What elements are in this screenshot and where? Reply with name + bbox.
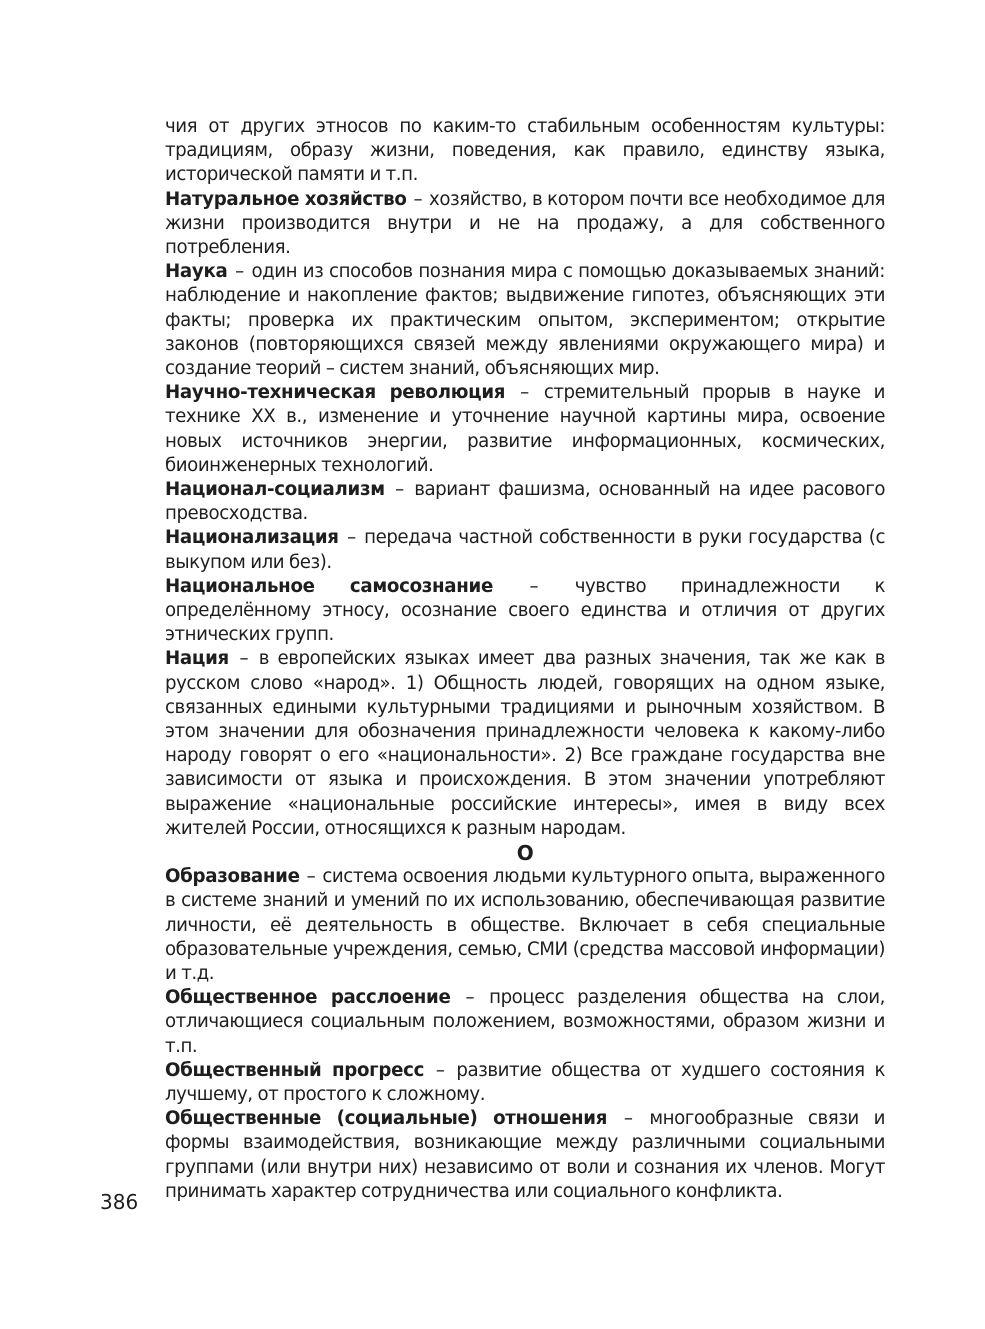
term-dash: – (340, 527, 363, 549)
term-dash: – (408, 188, 428, 210)
glossary-entry (165, 986, 885, 1059)
term-dash: – (229, 261, 250, 283)
term-dash: – (495, 575, 573, 597)
glossary-entry (165, 260, 885, 381)
glossary-term: Национализация (165, 527, 339, 549)
term-dash: – (426, 1059, 455, 1081)
glossary-term: Общественное расслоение (165, 987, 451, 1009)
glossary-entry (165, 1059, 885, 1107)
section-letter: О (516, 841, 534, 866)
glossary-term: Национальное самосознание (165, 575, 494, 597)
glossary-definition: один из способов познания мира с помощью доказываемых знаний: наблюдение и накопление фактов; выдвижение гипотез, объясняющих эти факты; проверка их практическим опытом, экспериментом; открытие законов (повторяющихся связей между явлениями окружающего мира) и создание теорий – систем знаний, объясняющих мир. (165, 261, 885, 380)
term-dash: – (301, 866, 321, 888)
glossary-definition: многообразные связи и формы взаимодействия, возникающие между различными социальными группами (или внутри них) независимо от воли и сознания их членов. Могут принимать характер сотрудничества или социального конфликта. (165, 1108, 885, 1202)
glossary-definition: вариант фашизма, основанный на идее расового превосходства. (165, 479, 885, 525)
glossary-definition: процесс разделения общества на слои, отличающиеся социальным положением, возможностями, образом жизни и т.п. (165, 987, 885, 1057)
glossary-definition: в европейских языках имеет два разных значения, так же как в русском слово «народ». 1) Общность людей, говорящих на одном языке, связанных едиными культурными традициями и рыночным хозяйством. В этом значении для обозначения принадлежности человека к какому-либо народу говорят о его «национальности». 2) Все граждане государства вне зависимости от языка и происхождения. В этом значении употребляют выражение «национальные российские интересы», имея в виду всех жителей России, относящихся к разным народам. (165, 648, 885, 839)
glossary-term: Натуральное хозяйство (165, 188, 407, 210)
glossary-entries-n (165, 115, 885, 841)
term-dash: – (230, 648, 257, 670)
glossary-term: Нация (165, 648, 229, 670)
glossary-definition: передача частной собственности в руки государства (с выкупом или без). (165, 527, 885, 573)
glossary-entry (165, 526, 885, 574)
glossary-entry (165, 478, 885, 526)
glossary-entry (165, 381, 885, 478)
glossary-page (165, 115, 885, 1204)
glossary-term: Образование (165, 866, 300, 888)
glossary-definition: стремительный прорыв в науке и технике XX в., изменение и уточнение научной картины мира, освоение новых источников энергии, развитие информационных, космических, биоинженерных технологий. (165, 382, 885, 476)
glossary-term: Научно-техническая революция (165, 382, 506, 404)
glossary-entry (165, 188, 885, 261)
glossary-definition: чувство принадлежности к определённому этносу, осознание своего единства и отличия от других этнических групп. (165, 575, 885, 646)
glossary-definition: развитие общества от худшего состояния к лучшему, от простого к сложному. (165, 1059, 885, 1105)
page-number: 386 (100, 1190, 139, 1214)
glossary-definition: хозяйство, в котором почти все необходимое для жизни производится внутри и не на продажу, а для собственного потребления. (165, 188, 885, 259)
glossary-entry (165, 115, 885, 188)
glossary-term: Национал-социализм (165, 479, 385, 501)
glossary-entry (165, 647, 885, 841)
term-dash: – (609, 1108, 648, 1130)
glossary-entries-o (165, 865, 885, 1204)
glossary-term: Наука (165, 261, 228, 283)
glossary-definition: чия от других этносов по каким-то стабильным особенностям культуры: традициям, образу жизни, поведения, как правило, единству языка, исторической памяти и т.п. (165, 116, 885, 186)
term-dash: – (452, 987, 488, 1009)
glossary-entry (165, 865, 885, 986)
glossary-term: Общественный прогресс (165, 1059, 425, 1081)
glossary-term: Общественные (социальные) отношения (165, 1108, 608, 1130)
glossary-entry (165, 1107, 885, 1204)
glossary-entry (165, 575, 885, 648)
term-dash: – (386, 479, 413, 501)
glossary-definition: система освоения людьми культурного опыта, выраженного в системе знаний и умений по их использованию, обеспечивающая развитие личности, её деятельность в обществе. Включает в себя специальные образовательные учреждения, семью, СМИ (средства массовой информации) и т.д. (165, 866, 885, 984)
term-dash: – (507, 382, 542, 404)
